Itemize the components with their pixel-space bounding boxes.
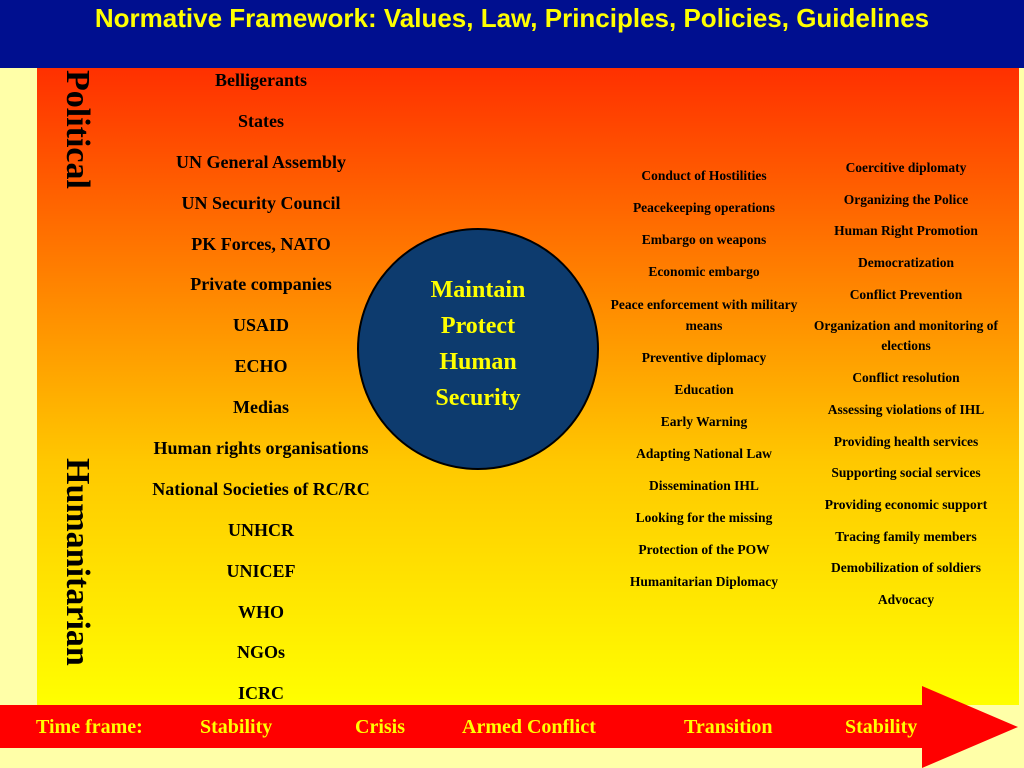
phase-armed-conflict: Armed Conflict (462, 716, 596, 738)
actor-item: Private companies (190, 274, 332, 295)
actor-item: Human rights organisations (153, 438, 369, 459)
actor-item: USAID (232, 315, 289, 336)
activity-item: Peace enforcement with military means (610, 297, 798, 333)
activity-item: Conflict resolution (852, 370, 960, 386)
human-security-circle (357, 228, 599, 470)
activity-item: Coercitive diplomaty (845, 160, 967, 175)
activity-item: Humanitarian Diplomacy (629, 574, 779, 589)
actor-item: ECHO (234, 356, 288, 377)
activity-item: Providing economic support (824, 496, 988, 512)
activity-item: Dissemination IHL (649, 478, 759, 493)
activity-item: Democratization (858, 255, 954, 271)
activity-item: Conduct of Hostilities (641, 168, 767, 183)
activity-item: Conflict Prevention (849, 286, 963, 302)
actor-item: UN Security Council (181, 192, 341, 213)
activity-item: Providing health services (833, 433, 979, 449)
right-activities-list (800, 158, 1012, 622)
activity-item: Supporting social services (831, 465, 981, 481)
activity-item: Looking for the missing (635, 510, 773, 525)
actor-item: UN General Assembly (176, 151, 346, 172)
activity-item: Adapting National Law (636, 446, 772, 461)
middle-activities-list (606, 166, 802, 604)
phase-stability-2: Stability (845, 716, 918, 738)
actor-item: States (238, 110, 284, 131)
activity-item: Embargo on weapons (641, 232, 767, 247)
activity-item: Peacekeeping operations (632, 200, 776, 215)
circle-line-security: Security (435, 385, 521, 411)
actor-item: NGOs (236, 642, 285, 663)
actor-item: WHO (237, 601, 284, 622)
activity-item: Organizing the Police (843, 191, 969, 207)
phase-transition: Transition (684, 716, 773, 738)
actor-item: Medias (233, 397, 289, 418)
activity-item: Advocacy (877, 591, 935, 607)
humanitarian-label: Humanitarian (59, 458, 96, 666)
activity-item: Human Right Promotion (834, 223, 978, 239)
actor-item: UNICEF (226, 560, 296, 581)
activity-item: Tracing family members (835, 528, 977, 544)
activity-item: Assessing violations of IHL (827, 401, 985, 417)
timeframe-arrow-head (922, 686, 1018, 768)
actor-item: Belligerants (215, 70, 307, 90)
activity-item: Protection of the POW (638, 542, 770, 557)
political-label: Political (59, 70, 96, 189)
circle-line-human: Human (439, 349, 517, 375)
phase-crisis: Crisis (355, 716, 405, 738)
activity-item: Preventive diplomacy (641, 350, 767, 365)
actor-item: National Societies of RC/RC (152, 478, 370, 499)
actor-item: UNHCR (228, 519, 294, 540)
actor-item: PK Forces, NATO (191, 233, 331, 254)
timeframe-label: Time frame: (36, 716, 143, 738)
circle-text (359, 272, 597, 416)
circle-line-protect: Protect (440, 313, 516, 339)
activity-item: Economic embargo (648, 264, 760, 279)
phase-stability-1: Stability (200, 716, 273, 738)
activity-item: Early Warning (660, 414, 748, 429)
page-title: Normative Framework: Values, Law, Principles, Policies, Guidelines (94, 3, 930, 33)
activity-item: Education (674, 382, 734, 397)
title-bar (0, 0, 1024, 68)
actor-item: ICRC (237, 683, 284, 704)
activity-item: Demobilization of soldiers (831, 560, 981, 576)
activity-item: Organization and monitoring of elections (813, 318, 999, 354)
circle-line-maintain: Maintain (430, 277, 526, 303)
